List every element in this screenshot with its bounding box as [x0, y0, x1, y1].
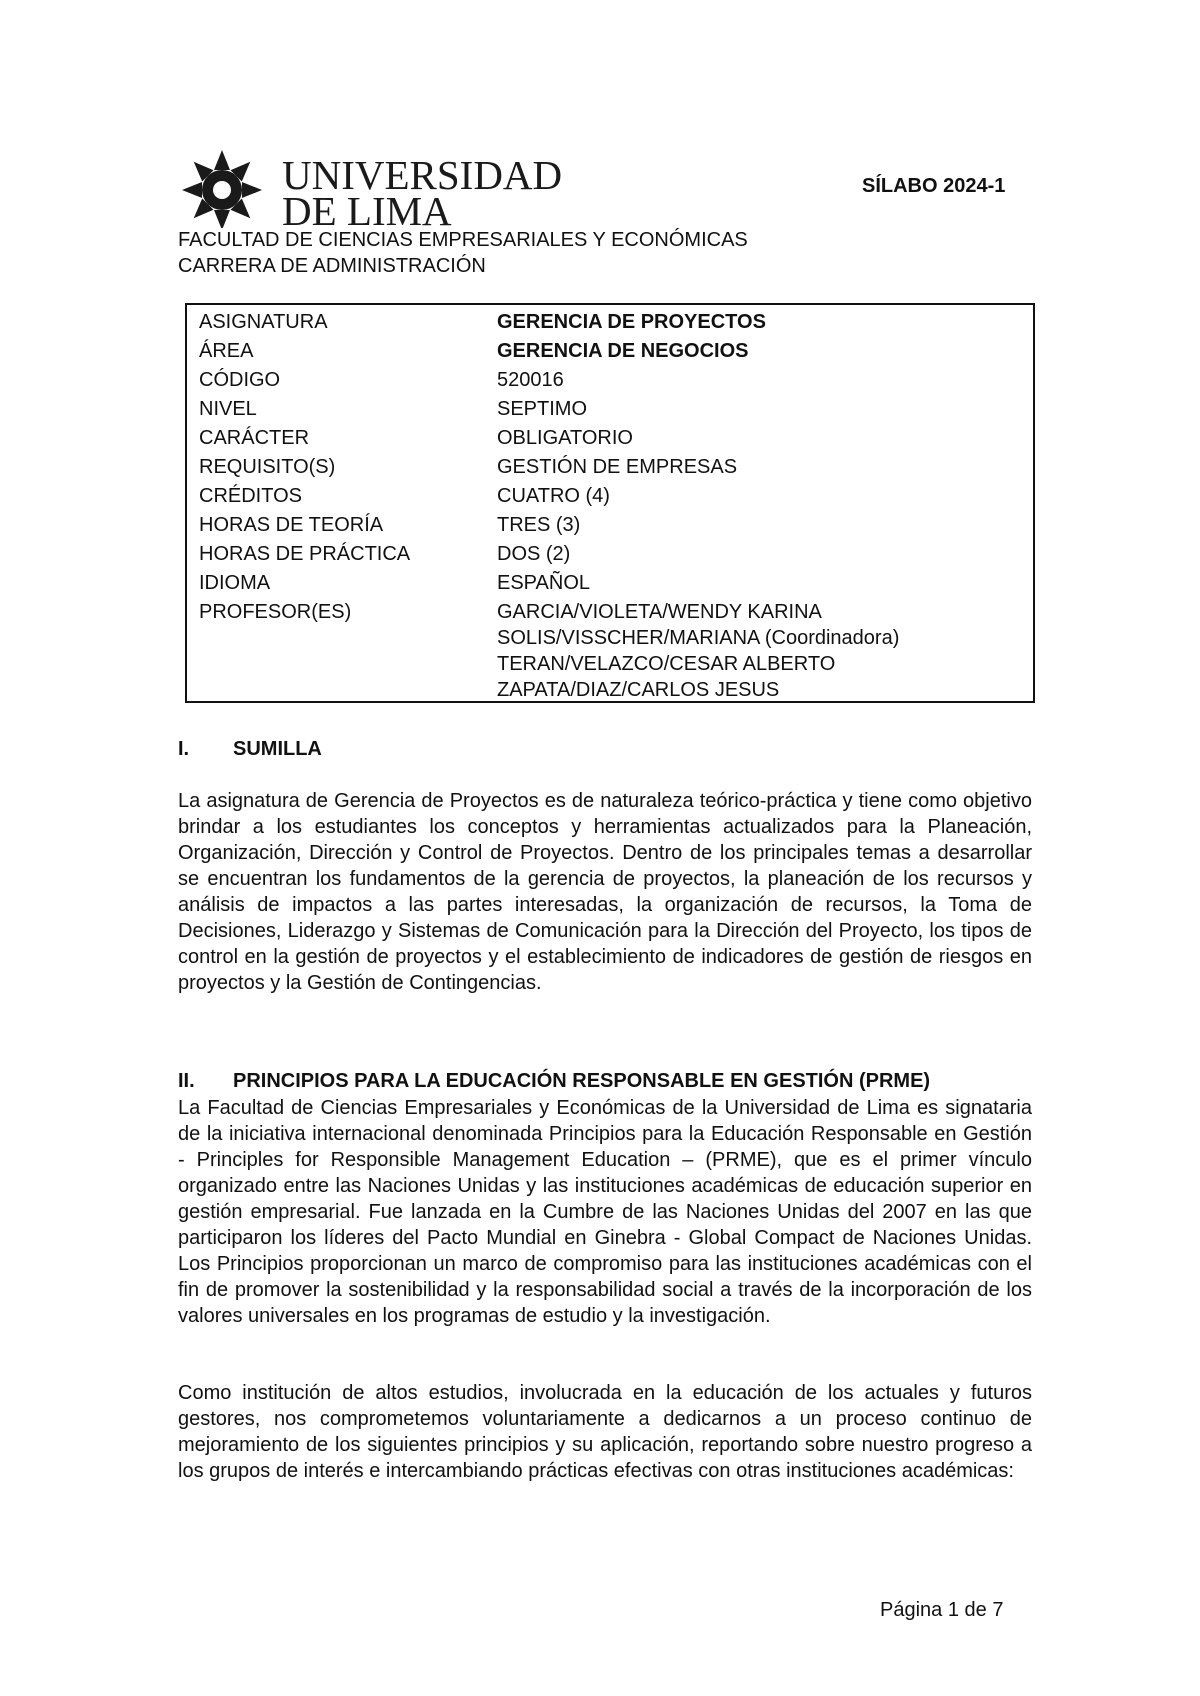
info-value: GERENCIA DE PROYECTOS — [497, 311, 766, 333]
star-emblem-icon — [178, 148, 274, 228]
career-name: CARRERA DE ADMINISTRACIÓN — [178, 255, 486, 277]
section-heading-sumilla — [178, 738, 1038, 761]
info-label: CARÁCTER — [199, 427, 310, 449]
info-value: CUATRO (4) — [497, 485, 610, 507]
info-label: CÓDIGO — [199, 369, 281, 391]
sumilla-paragraph: La asignatura de Gerencia de Proyectos es de naturaleza teórico-práctica y tiene como objetivo brindar a los estudiantes los conceptos y herramientas actualizados para la Planeación, Organización, Dirección y Control de Proyectos. Dentro de los principales temas a desarrollar se encuentran los fundamentos de la gerencia de proyectos, la planeación de los recursos y análisis de impactos a las partes interesadas, la organización de recursos, la Toma de Decisiones, Liderazgo y Sistemas de Comunicación para la Dirección del Proyecto, los tipos de control en la gestión de proyectos y el establecimiento de indicadores de gestión de riesgos en proyectos y la Gestión de Contingencias. — [178, 790, 1032, 994]
info-label: CRÉDITOS — [199, 485, 302, 507]
section-title: SUMILLA — [233, 738, 322, 760]
professor-name: TERAN/VELAZCO/CESAR ALBERTO — [497, 653, 836, 675]
university-logo — [178, 148, 563, 234]
info-value: 520016 — [497, 369, 564, 391]
professor-name: SOLIS/VISSCHER/MARIANA (Coordinadora) — [497, 627, 900, 649]
logo-text-line2: DE LIMA — [282, 188, 452, 234]
course-info-table — [185, 303, 1035, 703]
info-label: PROFESOR(ES) — [199, 601, 352, 623]
info-value: GARCIA/VIOLETA/WENDY KARINA — [497, 601, 822, 623]
section-title: PRINCIPIOS PARA LA EDUCACIÓN RESPONSABLE EN GESTIÓN (PRME) — [233, 1070, 931, 1092]
info-label: REQUISITO(S) — [199, 456, 336, 478]
info-value: GESTIÓN DE EMPRESAS — [497, 456, 738, 478]
info-label: HORAS DE TEORÍA — [199, 514, 384, 536]
section-number: I. — [178, 738, 190, 760]
info-value: OBLIGATORIO — [497, 427, 633, 449]
section-heading-prme — [178, 1070, 1038, 1093]
commitment-paragraph: Como institución de altos estudios, involucrada en la educación de los actuales y futuros gestores, nos comprometemos voluntariamente a dedicarnos a un proceso continuo de mejoramiento de los siguientes principios y su aplicación, reportando sobre nuestro progreso a los grupos de interés e intercambiando prácticas efectivas con otras instituciones académicas: — [178, 1382, 1032, 1482]
professor-name: ZAPATA/DIAZ/CARLOS JESUS — [497, 679, 780, 701]
section-number: II. — [178, 1070, 195, 1092]
info-value: DOS (2) — [497, 543, 571, 565]
info-value: SEPTIMO — [497, 398, 588, 420]
page-number: Página 1 de 7 — [880, 1599, 1004, 1621]
info-value: TRES (3) — [497, 514, 581, 536]
info-label: ASIGNATURA — [199, 311, 328, 333]
info-label: HORAS DE PRÁCTICA — [199, 543, 411, 565]
info-label: IDIOMA — [199, 572, 271, 594]
prme-paragraph: La Facultad de Ciencias Empresariales y Económicas de la Universidad de Lima es signataria de la iniciativa internacional denominada Principios para la Educación Responsable en Gestión - Principles for Responsible Management Education – (PRME), que es el primer vínculo organizado entre las Naciones Unidas y las instituciones académicas de educación superior en gestión empresarial. Fue lanzada en la Cumbre de las Naciones Unidas del 2007 en las que participaron los líderes del Pacto Mundial en Ginebra - Global Compact de Naciones Unidas. Los Principios proporcionan un marco de compromiso para las instituciones académicas con el fin de promover la sostenibilidad y la responsabilidad social a través de la incorporación de los valores universales en los programas de estudio y la investigación. — [178, 1097, 1032, 1327]
logo-text-line1: UNIVERSIDAD — [282, 152, 563, 198]
info-value: ESPAÑOL — [497, 572, 590, 594]
info-value: GERENCIA DE NEGOCIOS — [497, 340, 749, 362]
faculty-name: FACULTAD DE CIENCIAS EMPRESARIALES Y ECONÓMICAS — [178, 229, 748, 251]
document-code: SÍLABO 2024-1 — [862, 175, 1006, 197]
info-label: NIVEL — [199, 398, 257, 420]
info-label: ÁREA — [199, 340, 254, 362]
